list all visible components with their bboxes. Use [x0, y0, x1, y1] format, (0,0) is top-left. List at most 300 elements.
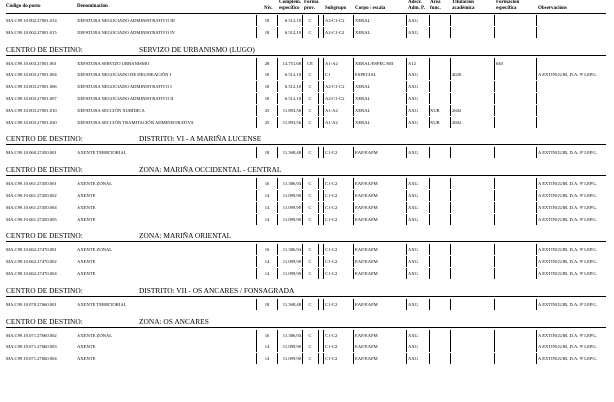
column-divider [406, 268, 407, 279]
cell-complemento: 11.386,94 [282, 247, 301, 253]
cell-corpo: EAF/EAFM [355, 193, 378, 198]
cell-titulacion [452, 268, 494, 279]
column-divider [277, 15, 278, 26]
cell-denominacion: XEFATURA NEGOCIADO ADMINISTRATIVO II [77, 96, 174, 101]
column-divider [353, 190, 354, 201]
column-divider [494, 244, 495, 255]
cell-complemento: 6.512,10 [284, 84, 301, 90]
cell-codigo: MA.C99.10.002.27001.014 [6, 18, 57, 23]
column-divider [406, 15, 407, 26]
cell-corpo: EAF/EAFM [355, 271, 378, 276]
column-divider [494, 202, 495, 213]
cell-observacions: A EXTINGUIR, D.A. 9ª LEPG. [538, 271, 597, 276]
column-divider [353, 147, 354, 158]
column-divider [536, 202, 537, 213]
cell-codigo: MA.C99.10.071.27660.004 [6, 356, 57, 362]
cell-adscricion: AXG [408, 72, 418, 78]
column-divider [256, 341, 257, 352]
column-divider [536, 117, 537, 128]
column-divider [318, 178, 319, 189]
header-nivel: Nív. [264, 6, 273, 11]
section-label: CENTRO DE DESTINO: [6, 134, 83, 144]
cell-observacions: A EXTINGUIR, D.A. 9ª LEPG. [538, 193, 597, 198]
cell-corpo: EAF/EAFM [355, 356, 378, 362]
column-divider [406, 299, 407, 310]
cell-nivel: 18 [264, 150, 270, 156]
column-divider [353, 330, 354, 341]
column-divider [406, 69, 407, 80]
column-divider [323, 202, 324, 213]
column-divider [494, 330, 495, 341]
cell-subgrupo: C1-C2 [325, 301, 338, 307]
cell-codigo: MA.C99.10.062.27470.004 [6, 271, 57, 276]
cell-titulacion [452, 27, 494, 38]
column-divider [406, 117, 407, 128]
section-rule [6, 327, 606, 328]
cell-area [430, 178, 448, 189]
cell-complemento: 6.512,10 [284, 72, 301, 78]
cell-adscricion: AXG [408, 193, 418, 198]
column-divider [323, 244, 324, 255]
column-divider [277, 244, 278, 255]
column-divider [429, 190, 430, 201]
cell-observacions: A EXTINGUIR, D.A. 9ª LEPG. [538, 247, 597, 253]
header-denominacion: Denominación [77, 4, 108, 9]
column-divider [318, 15, 319, 26]
cell-titulacion [452, 256, 494, 267]
table-row [0, 117, 614, 128]
cell-area [430, 330, 448, 341]
column-divider [536, 341, 537, 352]
column-divider [536, 299, 537, 310]
cell-codigo: MA.C99.10.060.27450.001 [6, 150, 57, 156]
cell-complemento: 11.099,90 [282, 344, 301, 350]
column-divider [536, 15, 537, 26]
column-divider [536, 190, 537, 201]
cell-corpo: XERAL [355, 84, 371, 90]
section-heading [6, 317, 606, 326]
cell-corpo: EAF/EAFM [355, 247, 378, 253]
cell-complemento: 11.893,56 [282, 119, 301, 125]
column-divider [277, 268, 278, 279]
cell-forma: C [308, 181, 312, 187]
cell-complemento: 11.099,90 [282, 193, 301, 198]
cell-formacion [496, 105, 536, 116]
column-divider [256, 15, 257, 26]
cell-complemento: 11.386,94 [282, 181, 301, 187]
cell-subgrupo: C1-C2 [325, 271, 338, 276]
section-rule [6, 241, 606, 242]
column-divider [277, 341, 278, 352]
column-divider [256, 299, 257, 310]
column-divider [353, 178, 354, 189]
column-divider [536, 105, 537, 116]
cell-observacions [538, 93, 614, 104]
column-divider [256, 353, 257, 364]
column-divider [494, 214, 495, 225]
cell-titulacion [452, 58, 494, 69]
header-area-line1: Área [430, 0, 441, 5]
cell-corpo: ESPECIAL [355, 72, 377, 78]
cell-codigo: MA.C99.10.003.27001.020 [6, 119, 57, 125]
cell-forma: C [308, 356, 312, 362]
column-divider [494, 256, 495, 267]
section-heading [6, 45, 606, 54]
column-divider [277, 117, 278, 128]
cell-area: XUR [430, 107, 440, 113]
cell-denominacion: XEFATURA NEGOCIADO DE DELINEACIÓN I [77, 72, 172, 78]
column-divider [323, 81, 324, 92]
column-divider [536, 27, 537, 38]
cell-formacion [496, 147, 536, 158]
column-divider [318, 214, 319, 225]
column-divider [318, 117, 319, 128]
cell-denominacion: XEFATURA SERVIZO URBANISMO [77, 60, 150, 66]
cell-area [430, 353, 448, 364]
cell-adscricion: AXG [408, 18, 418, 23]
cell-corpo: EAF/EAFM [355, 332, 378, 338]
column-divider [318, 256, 319, 267]
column-divider [353, 15, 354, 26]
column-divider [406, 58, 407, 69]
cell-corpo: EAF/EAFM [355, 259, 378, 265]
cell-observacions [538, 27, 614, 38]
cell-complemento: 6.512,10 [284, 18, 301, 23]
column-divider [302, 147, 303, 158]
cell-corpo: EAF/EAFM [355, 204, 378, 210]
cell-subgrupo: A1-A2 [325, 119, 338, 125]
column-divider [353, 214, 354, 225]
header-codigo: Código do posto [6, 4, 41, 9]
cell-denominacion: AXENTE TERRITORIAL [77, 150, 127, 156]
table-row [0, 353, 614, 364]
column-divider [536, 244, 537, 255]
cell-complemento: 6.512,10 [284, 96, 301, 101]
cell-forma: C [308, 29, 312, 35]
cell-complemento: 11.099,90 [282, 259, 301, 265]
header-formacion-line2: específica [496, 6, 517, 11]
column-divider [318, 147, 319, 158]
column-divider [429, 330, 430, 341]
column-divider [450, 93, 451, 104]
column-divider [450, 214, 451, 225]
cell-codigo: MA.C99.10.003.27001.007 [6, 96, 57, 101]
cell-denominacion: XEFATURA SECCIÓN TRAMITACIÓN ADMINISTRATIVA [77, 119, 194, 125]
column-divider [450, 27, 451, 38]
cell-area [430, 81, 448, 92]
column-divider [302, 190, 303, 201]
column-divider [494, 353, 495, 364]
column-divider [318, 105, 319, 116]
column-divider [256, 81, 257, 92]
cell-forma: C [308, 150, 312, 156]
column-divider [429, 214, 430, 225]
cell-forma: C [308, 301, 312, 307]
cell-titulacion [452, 299, 494, 310]
column-divider [323, 214, 324, 225]
cell-subgrupo: C1-C2 [325, 150, 338, 156]
column-divider [536, 256, 537, 267]
column-divider [302, 353, 303, 364]
cell-adscricion: AXG [408, 96, 418, 101]
cell-corpo: XERAL [355, 29, 371, 35]
cell-codigo: MA.C99.10.003.27001.006 [6, 84, 57, 90]
cell-area [430, 268, 448, 279]
cell-forma: C [308, 107, 312, 113]
cell-area [430, 93, 448, 104]
cell-denominacion: AXENTE TERRITORIAL [77, 301, 127, 307]
column-divider [302, 330, 303, 341]
cell-forma: C [308, 332, 312, 338]
cell-nivel: 16 [264, 247, 270, 253]
column-divider [429, 27, 430, 38]
cell-corpo: EAF/EAFM [355, 216, 378, 222]
column-divider [429, 117, 430, 128]
column-divider [353, 353, 354, 364]
cell-forma: C [308, 204, 312, 210]
column-divider [318, 190, 319, 201]
cell-forma: C [308, 18, 312, 23]
cell-subgrupo: C1-C2 [325, 193, 338, 198]
column-divider [450, 117, 451, 128]
cell-complemento: 6.512,10 [284, 29, 301, 35]
column-divider [536, 147, 537, 158]
column-divider [536, 353, 537, 364]
column-divider [429, 256, 430, 267]
cell-codigo: MA.C99.10.061.27450.004 [6, 204, 57, 210]
cell-nivel: 14 [264, 193, 270, 198]
header-titulacion-line1: Titulación [452, 0, 474, 5]
column-divider [318, 202, 319, 213]
cell-titulacion: 2602 [452, 119, 462, 125]
cell-titulacion [452, 81, 494, 92]
section-heading [6, 286, 606, 295]
cell-denominacion: AXENTE [77, 356, 96, 362]
cell-nivel: 28 [264, 60, 270, 66]
cell-adscricion: AXG [408, 119, 418, 125]
cell-adscricion: AXG [408, 259, 418, 265]
cell-nivel: 25 [264, 107, 270, 113]
cell-formacion [496, 81, 536, 92]
column-divider [318, 330, 319, 341]
section-rule [6, 55, 606, 56]
cell-nivel: 18 [264, 96, 270, 101]
cell-adscricion: AXG [408, 301, 418, 307]
column-divider [323, 58, 324, 69]
cell-subgrupo: C1-C2 [325, 259, 338, 265]
cell-area [430, 256, 448, 267]
cell-area [430, 244, 448, 255]
cell-area [430, 15, 448, 26]
column-divider [406, 178, 407, 189]
cell-denominacion: XEFATURA NEGOCIADO ADMINISTRATIVO IV [77, 29, 176, 35]
column-divider [277, 353, 278, 364]
column-divider [494, 268, 495, 279]
column-divider [494, 105, 495, 116]
column-divider [318, 81, 319, 92]
column-divider [318, 58, 319, 69]
cell-denominacion: AXENTE [77, 271, 96, 276]
column-divider [318, 244, 319, 255]
cell-complemento: 11.099,90 [282, 204, 301, 210]
column-divider [302, 268, 303, 279]
column-divider [256, 330, 257, 341]
column-divider [450, 58, 451, 69]
cell-formacion [496, 214, 536, 225]
cell-nivel: 18 [264, 18, 270, 23]
column-divider [302, 117, 303, 128]
column-divider [277, 93, 278, 104]
column-divider [429, 58, 430, 69]
header-subgrupo: Subgrupo [325, 6, 347, 11]
column-divider [536, 81, 537, 92]
header-corpo: Corpo / escala [355, 6, 386, 11]
cell-observacions: A EXTINGUIR, D.A. 9ª LEPG. [538, 356, 597, 362]
column-divider [536, 268, 537, 279]
cell-titulacion: 4020 [452, 72, 462, 78]
header-area-line2: func. [430, 6, 441, 11]
column-divider [256, 58, 257, 69]
cell-subgrupo: A1-A2 [325, 107, 338, 113]
cell-area [430, 58, 448, 69]
column-divider [353, 105, 354, 116]
cell-adscricion: AXG [408, 150, 418, 156]
cell-corpo: XERAL [355, 107, 371, 113]
cell-adscricion: AXG [408, 204, 418, 210]
cell-area [430, 214, 448, 225]
cell-observacions: A EXTINGUIR, D.A. 9ª LEPG. [538, 344, 597, 350]
column-divider [450, 202, 451, 213]
column-divider [277, 147, 278, 158]
column-divider [429, 147, 430, 158]
column-divider [318, 341, 319, 352]
column-divider [450, 178, 451, 189]
cell-denominacion: AXENTE [77, 216, 96, 222]
cell-observacions: A EXTINGUIR, D.A. 9ª LEPG. [538, 301, 597, 307]
column-divider [406, 93, 407, 104]
cell-subgrupo: A2-C1-C2 [325, 18, 345, 23]
column-divider [302, 81, 303, 92]
cell-codigo: MA.C99.10.003.27001.010 [6, 107, 57, 113]
column-divider [277, 299, 278, 310]
cell-observacions [538, 58, 614, 69]
column-divider [406, 190, 407, 201]
column-divider [429, 93, 430, 104]
column-divider [256, 27, 257, 38]
section-heading [6, 231, 606, 240]
column-divider [277, 58, 278, 69]
table-row [0, 299, 614, 310]
cell-observacions [538, 81, 614, 92]
column-divider [256, 244, 257, 255]
section-label: CENTRO DE DESTINO: [6, 285, 83, 295]
column-divider [256, 178, 257, 189]
section-title: DISTRITO: VI - A MARIÑA LUCENSE [139, 134, 262, 144]
column-divider [302, 69, 303, 80]
cell-denominacion: XEFATURA NEGOCIADO ADMINISTRATIVO III [77, 18, 175, 23]
header-complemento-line2: específico [279, 6, 300, 11]
section-rule [6, 296, 606, 297]
table-row [0, 93, 614, 104]
cell-adscricion: AXG [408, 247, 418, 253]
header-forma-line1: Forma [304, 0, 319, 5]
column-divider [277, 81, 278, 92]
cell-nivel: 14 [264, 356, 270, 362]
column-divider [323, 105, 324, 116]
column-divider [450, 341, 451, 352]
cell-area [430, 299, 448, 310]
cell-codigo: MA.C99.10.061.27450.005 [6, 216, 57, 222]
column-divider [353, 256, 354, 267]
section-label: CENTRO DE DESTINO: [6, 231, 83, 241]
column-divider [323, 117, 324, 128]
cell-corpo: EAF/EAFM [355, 150, 378, 156]
cell-nivel: 14 [264, 344, 270, 350]
cell-observacions: A EXTINGUIR, D.A. 9ª LEPG. [538, 259, 597, 265]
cell-denominacion: AXENTE [77, 344, 96, 350]
column-divider [536, 58, 537, 69]
column-divider [302, 58, 303, 69]
cell-subgrupo: C1-C2 [325, 247, 338, 253]
cell-formacion [496, 299, 536, 310]
cell-corpo: XERAL [355, 96, 371, 101]
cell-observacions [538, 105, 614, 116]
cell-complemento: 11.099,90 [282, 271, 301, 276]
cell-codigo: MA.C99.10.002.27001.015 [6, 29, 57, 35]
section-label: CENTRO DE DESTINO: [6, 316, 83, 326]
cell-titulacion [452, 15, 494, 26]
cell-subgrupo: C1-C2 [325, 356, 338, 362]
cell-observacions: A EXTINGUIR, D.A. 9ª LEPG. [538, 216, 597, 222]
column-divider [450, 268, 451, 279]
column-divider [450, 147, 451, 158]
column-divider [256, 214, 257, 225]
column-divider [323, 147, 324, 158]
column-divider [450, 69, 451, 80]
column-divider [318, 299, 319, 310]
cell-subgrupo: C1-C2 [325, 181, 338, 187]
column-divider [318, 93, 319, 104]
column-divider [302, 341, 303, 352]
cell-codigo: MA.C99.10.003.27001.004 [6, 72, 57, 78]
cell-forma: C [308, 259, 312, 265]
section-title: ZONA: OS ANCARES [139, 316, 209, 326]
cell-formacion [496, 202, 536, 213]
column-divider [406, 353, 407, 364]
column-divider [494, 178, 495, 189]
cell-formacion [496, 244, 536, 255]
cell-formacion [496, 330, 536, 341]
column-divider [256, 105, 257, 116]
column-divider [256, 190, 257, 201]
cell-titulacion [452, 244, 494, 255]
column-divider [494, 299, 495, 310]
column-divider [450, 330, 451, 341]
column-divider [277, 178, 278, 189]
column-divider [450, 299, 451, 310]
cell-formacion [496, 178, 536, 189]
cell-adscricion: AXG [408, 356, 418, 362]
column-divider [494, 69, 495, 80]
cell-adscricion: AXG [408, 84, 418, 90]
column-divider [302, 27, 303, 38]
column-divider [353, 202, 354, 213]
cell-subgrupo: C1-C2 [325, 216, 338, 222]
header-titulacion-line2: académica [452, 6, 475, 11]
cell-formacion [496, 117, 536, 128]
cell-forma: C [308, 193, 312, 198]
cell-codigo: MA.C99.10.062.27470.002 [6, 259, 57, 265]
